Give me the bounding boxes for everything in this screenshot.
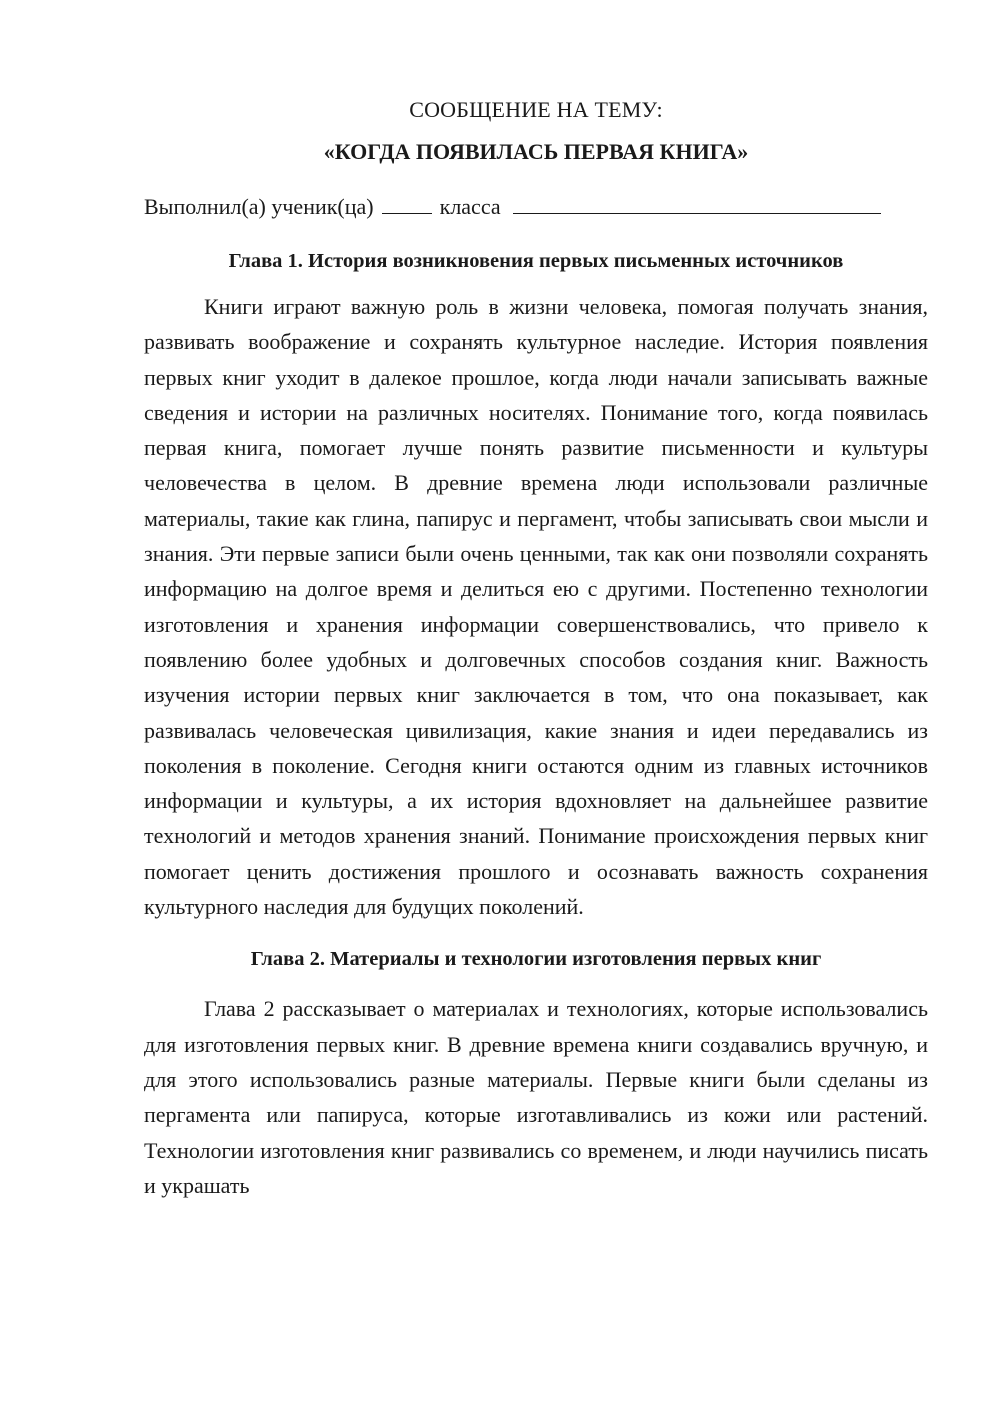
class-number-blank (382, 195, 432, 214)
document-title-line-2: «КОГДА ПОЯВИЛАСЬ ПЕРВАЯ КНИГА» (323, 139, 749, 164)
document-page (144, 92, 928, 1203)
chapter-2-heading: Глава 2. Материалы и технологии изготовления первых книг (250, 948, 822, 971)
author-class-label: класса (439, 194, 501, 219)
document-title-line-1: СООБЩЕНИЕ НА ТЕМУ: (409, 97, 663, 122)
author-prefix: Выполнил(а) ученик(ца) (144, 194, 374, 219)
author-line (144, 190, 928, 224)
chapter-1-paragraph: Книги играют важную роль в жизни человека, помогая получать знания, развивать воображение и сохранять культурное наследие. История появления первых книг уходит в далекое прошлое, когда люди начали записывать важные сведения и истории на различных носителях. Понимание того, когда появилась первая книга, помогает лучше понять развитие письменности и культуры человечества в целом. В древние времена люди использовали различные материалы, такие как глина, папирус и пергамент, чтобы записывать свои мысли и знания. Эти первые записи были очень ценными, так как они позволяли сохранять информацию на долгое время и делиться ею с другими. Постепенно технологии изготовления и хранения информации совершенствовались, что привело к появлению более удобных и долговечных способов создания книг. Важность изучения истории первых книг заключается в том, что она показывает, как развивалась человеческая цивилизация, какие знания и идеи передавались из поколения в поколение. Сегодня книги остаются одним из главных источников информации и культуры, а их история вдохновляет на дальнейшее развитие технологий и методов хранения знаний. Понимание происхождения первых книг помогает ценить достижения прошлого и осознавать важность сохранения культурного наследия для будущих поколений. (144, 294, 928, 920)
chapter-2-paragraph: Глава 2 рассказывает о материалах и технологиях, которые использовались для изготовления первых книг. В древние времена книги создавались вручную, и для этого использовались разные материалы. Первые книги были сделаны из пергамента или папируса, которые изготавливались из кожи или растений. Технологии изготовления книг развивались со временем, и люди научились писать и украшать (144, 996, 928, 1198)
class-name-blank (513, 195, 881, 214)
chapter-1-heading: Глава 1. История возникновения первых письменных источников (228, 250, 844, 272)
